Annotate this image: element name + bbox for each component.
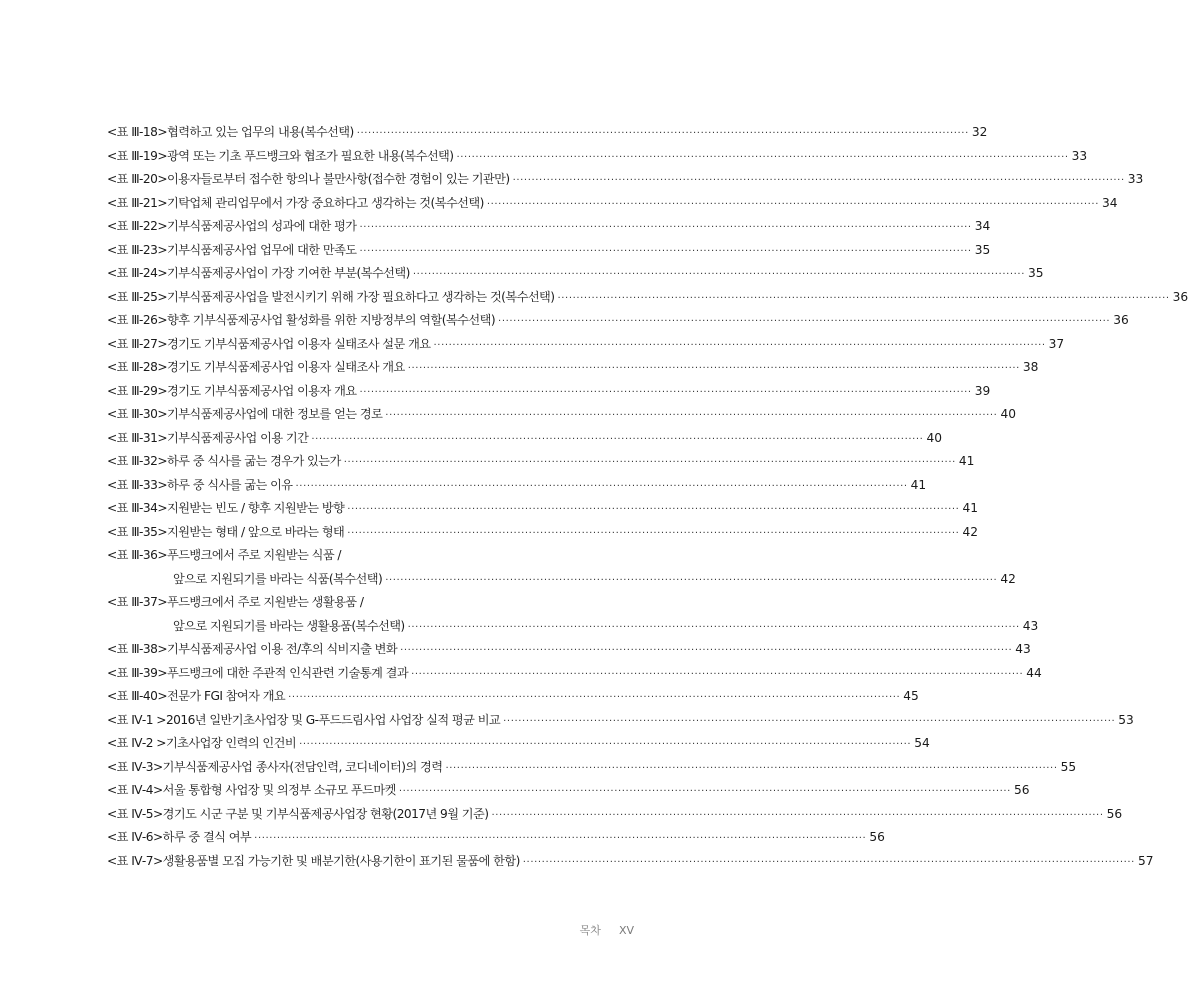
toc-entry[interactable] — [107, 732, 930, 756]
page-number: 43 — [1022, 618, 1039, 633]
toc-entry[interactable] — [107, 662, 1042, 686]
dot-leader — [456, 146, 1068, 170]
table-number: <표 Ⅳ-4> — [107, 783, 163, 797]
toc-entry[interactable] — [107, 380, 991, 404]
table-number: <표 Ⅲ-39> — [107, 665, 167, 680]
table-title: 기부식품제공사업 이용 전/후의 식비지출 변화 — [166, 642, 398, 656]
table-title: 지원받는 형태 / 앞으로 바라는 형태 — [166, 524, 345, 539]
page-number: 56 — [1013, 783, 1030, 797]
table-title: 2016년 일반기초사업장 및 G-푸드드림사업 사업장 실적 평균 비교 — [165, 712, 501, 727]
toc-entry[interactable] — [107, 756, 1077, 780]
table-number: <표 Ⅳ-1 > — [107, 712, 166, 727]
table-number: <표 Ⅲ-21> — [107, 195, 167, 210]
dot-leader — [399, 780, 1011, 804]
page-number: 44 — [1026, 665, 1042, 680]
toc-entry[interactable] — [107, 709, 1134, 733]
dot-leader — [254, 827, 866, 851]
page-number: 41 — [962, 501, 978, 515]
dot-leader — [513, 169, 1125, 193]
toc-entry[interactable] — [107, 474, 927, 498]
dot-leader — [413, 263, 1025, 287]
dot-leader — [487, 193, 1099, 217]
dot-leader — [491, 804, 1103, 828]
dot-leader — [347, 498, 959, 522]
table-title: 협력하고 있는 업무의 내용(복수선택) — [166, 125, 354, 139]
table-number: <표 Ⅲ-32> — [107, 454, 167, 468]
table-title: 이용자들로부터 접수한 항의나 불만사항(접수한 경험이 있는 기관만) — [166, 172, 510, 186]
page-number: 36 — [1113, 313, 1129, 327]
toc-entry[interactable] — [107, 168, 1144, 192]
table-title: 기부식품제공사업이 가장 기여한 부분(복수선택) — [166, 266, 410, 280]
page-number: 55 — [1060, 759, 1077, 774]
page-number: 34 — [974, 219, 991, 233]
page-number: 40 — [1000, 407, 1016, 421]
toc-entry[interactable] — [107, 145, 1088, 169]
table-title: 푸드뱅크에 대한 주관적 인식관련 기술통계 결과 — [166, 665, 409, 680]
table-number: <표 Ⅲ-23> — [107, 242, 167, 257]
table-title-continuation: 앞으로 지원되기를 바라는 식품(복수선택) — [173, 571, 383, 586]
dot-leader — [557, 287, 1169, 311]
table-number: <표 Ⅲ-28> — [107, 360, 167, 374]
table-title: 기부식품제공사업에 대한 정보를 얻는 경로 — [166, 407, 383, 421]
toc-entry[interactable] — [107, 239, 991, 263]
dot-leader — [385, 404, 997, 428]
dot-leader — [311, 428, 923, 452]
table-title: 기부식품제공사업 업무에 대한 만족도 — [166, 242, 357, 257]
table-title: 하루 중 식사를 굶는 이유 — [166, 477, 293, 492]
table-title: 경기도 기부식품제공사업 이용자 실태조사 개요 — [166, 360, 405, 374]
toc-entry[interactable] — [107, 544, 635, 568]
dot-leader — [408, 357, 1020, 381]
toc-entry-continuation[interactable] — [107, 615, 1039, 639]
toc-entry[interactable] — [107, 192, 1118, 216]
toc-entry[interactable] — [107, 591, 635, 615]
page-number: 45 — [903, 689, 919, 703]
table-number: <표 Ⅳ-7> — [107, 853, 163, 868]
dot-leader — [411, 663, 1023, 687]
toc-entry[interactable] — [107, 286, 1188, 310]
page-number: 39 — [974, 383, 991, 398]
table-title: 전문가 FGI 참여자 개요 — [166, 689, 286, 703]
dot-leader — [299, 733, 911, 757]
page-number: 42 — [962, 524, 978, 539]
page-number: 43 — [1015, 642, 1031, 656]
dot-leader — [357, 122, 969, 146]
table-number: <표 Ⅲ-33> — [107, 477, 167, 492]
page-number: 56 — [1106, 806, 1123, 821]
table-title: 푸드뱅크에서 주로 지원받는 생활용품 / — [166, 595, 364, 609]
table-number: <표 Ⅲ-26> — [107, 313, 167, 327]
dot-leader — [296, 475, 908, 499]
toc-entry[interactable] — [107, 309, 1129, 333]
table-number: <표 Ⅲ-37> — [107, 595, 167, 609]
dot-leader — [434, 334, 1046, 358]
page-number: 35 — [974, 242, 991, 257]
toc-entry[interactable] — [107, 403, 1016, 427]
page-number: 34 — [1101, 195, 1118, 210]
table-title: 하루 중 결식 여부 — [162, 830, 252, 844]
table-title: 기부식품제공사업을 발전시키기 위해 가장 필요하다고 생각하는 것(복수선택) — [166, 289, 555, 304]
page-number: 37 — [1048, 336, 1065, 351]
table-number: <표 Ⅲ-34> — [107, 501, 167, 515]
page-number: 38 — [1022, 360, 1039, 374]
table-number: <표 Ⅳ-3> — [107, 759, 163, 774]
table-number: <표 Ⅲ-40> — [107, 689, 167, 703]
table-title: 생활용품별 모집 가능기한 및 배분기한(사용기한이 표기된 물품에 한함) — [162, 853, 520, 868]
table-title: 기초사업장 인력의 인건비 — [165, 736, 297, 750]
table-number: <표 Ⅲ-18> — [107, 125, 167, 139]
table-of-contents — [107, 121, 1188, 873]
table-title: 경기도 기부식품제공사업 이용자 실태조사 설문 개요 — [166, 336, 431, 351]
table-number: <표 Ⅲ-35> — [107, 524, 167, 539]
table-number: <표 Ⅲ-22> — [107, 219, 167, 233]
toc-entry[interactable] — [107, 215, 991, 239]
table-title-continuation: 앞으로 지원되기를 바라는 생활용품(복수선택) — [173, 618, 405, 633]
table-number: <표 Ⅲ-30> — [107, 407, 167, 421]
toc-entry[interactable] — [107, 850, 1154, 874]
table-title: 광역 또는 기초 푸드뱅크와 협조가 필요한 내용(복수선택) — [166, 148, 454, 163]
dot-leader — [445, 757, 1057, 781]
toc-entry[interactable] — [107, 450, 975, 474]
table-title: 서울 통합형 사업장 및 의정부 소규모 푸드마켓 — [162, 783, 396, 797]
toc-entry[interactable] — [107, 356, 1039, 380]
toc-entry[interactable] — [107, 826, 885, 850]
dot-leader — [288, 686, 900, 710]
page-number: 41 — [910, 477, 927, 492]
page-number: 53 — [1118, 712, 1134, 727]
page-number: 57 — [1137, 853, 1154, 868]
footer-page-number: XV — [618, 924, 634, 937]
toc-entry[interactable] — [107, 333, 1065, 357]
dot-leader — [503, 710, 1115, 734]
table-number: <표 Ⅲ-38> — [107, 642, 167, 656]
page-number: 41 — [958, 454, 975, 468]
dot-leader — [385, 569, 997, 593]
dot-leader — [360, 240, 972, 264]
toc-entry[interactable] — [107, 779, 1030, 803]
table-title: 기부식품제공사업 종사자(전담인력, 코디네이터)의 경력 — [162, 759, 443, 774]
table-title: 지원받는 빈도 / 향후 지원받는 방향 — [166, 501, 345, 515]
toc-entry[interactable] — [107, 121, 988, 145]
table-number: <표 Ⅲ-36> — [107, 548, 167, 562]
page-number: 32 — [971, 125, 988, 139]
toc-entry[interactable] — [107, 803, 1123, 827]
table-number: <표 Ⅲ-24> — [107, 266, 167, 280]
table-number: <표 Ⅲ-31> — [107, 430, 167, 445]
page-number: 42 — [1000, 571, 1016, 586]
dot-leader — [360, 216, 972, 240]
table-number: <표 Ⅲ-25> — [107, 289, 167, 304]
page-number: 33 — [1127, 172, 1144, 186]
toc-entry-continuation[interactable] — [107, 568, 1016, 592]
dot-leader — [408, 616, 1020, 640]
dot-leader — [347, 522, 959, 546]
footer-section-label: 목차 — [579, 924, 601, 937]
toc-entry[interactable] — [107, 521, 978, 545]
table-title: 경기도 기부식품제공사업 이용자 개요 — [166, 383, 357, 398]
table-number: <표 Ⅲ-27> — [107, 336, 167, 351]
table-number: <표 Ⅳ-6> — [107, 830, 163, 844]
table-number: <표 Ⅲ-19> — [107, 148, 167, 163]
toc-entry[interactable] — [107, 497, 978, 521]
dot-leader — [523, 851, 1135, 875]
dot-leader — [344, 451, 956, 475]
page-number: 56 — [869, 830, 885, 844]
page-number: 40 — [926, 430, 942, 445]
dot-leader — [360, 381, 972, 405]
table-title: 경기도 시군 구분 및 기부식품제공사업장 현황(2017년 9월 기준) — [162, 806, 489, 821]
table-title: 기부식품제공사업 이용 기간 — [166, 430, 309, 445]
table-title: 하루 중 식사를 굶는 경우가 있는가 — [166, 454, 341, 468]
toc-entry[interactable] — [107, 638, 1031, 662]
page-number: 36 — [1172, 289, 1188, 304]
table-title: 기탁업체 관리업무에서 가장 중요하다고 생각하는 것(복수선택) — [166, 195, 484, 210]
dot-leader — [498, 310, 1110, 334]
dot-leader — [400, 639, 1012, 663]
toc-entry[interactable] — [107, 685, 919, 709]
table-number: <표 Ⅲ-29> — [107, 383, 167, 398]
table-number: <표 Ⅲ-20> — [107, 172, 167, 186]
table-number: <표 Ⅳ-2 > — [107, 736, 166, 750]
page-number: 35 — [1028, 266, 1044, 280]
table-title: 기부식품제공사업의 성과에 대한 평가 — [166, 219, 357, 233]
page-number: 33 — [1071, 148, 1088, 163]
table-title: 푸드뱅크에서 주로 지원받는 식품 / — [166, 548, 341, 562]
page-footer — [562, 922, 634, 938]
page-number: 54 — [914, 736, 930, 750]
table-title: 향후 기부식품제공사업 활성화를 위한 지방정부의 역할(복수선택) — [166, 313, 496, 327]
table-number: <표 Ⅳ-5> — [107, 806, 163, 821]
toc-entry[interactable] — [107, 427, 942, 451]
toc-entry[interactable] — [107, 262, 1044, 286]
